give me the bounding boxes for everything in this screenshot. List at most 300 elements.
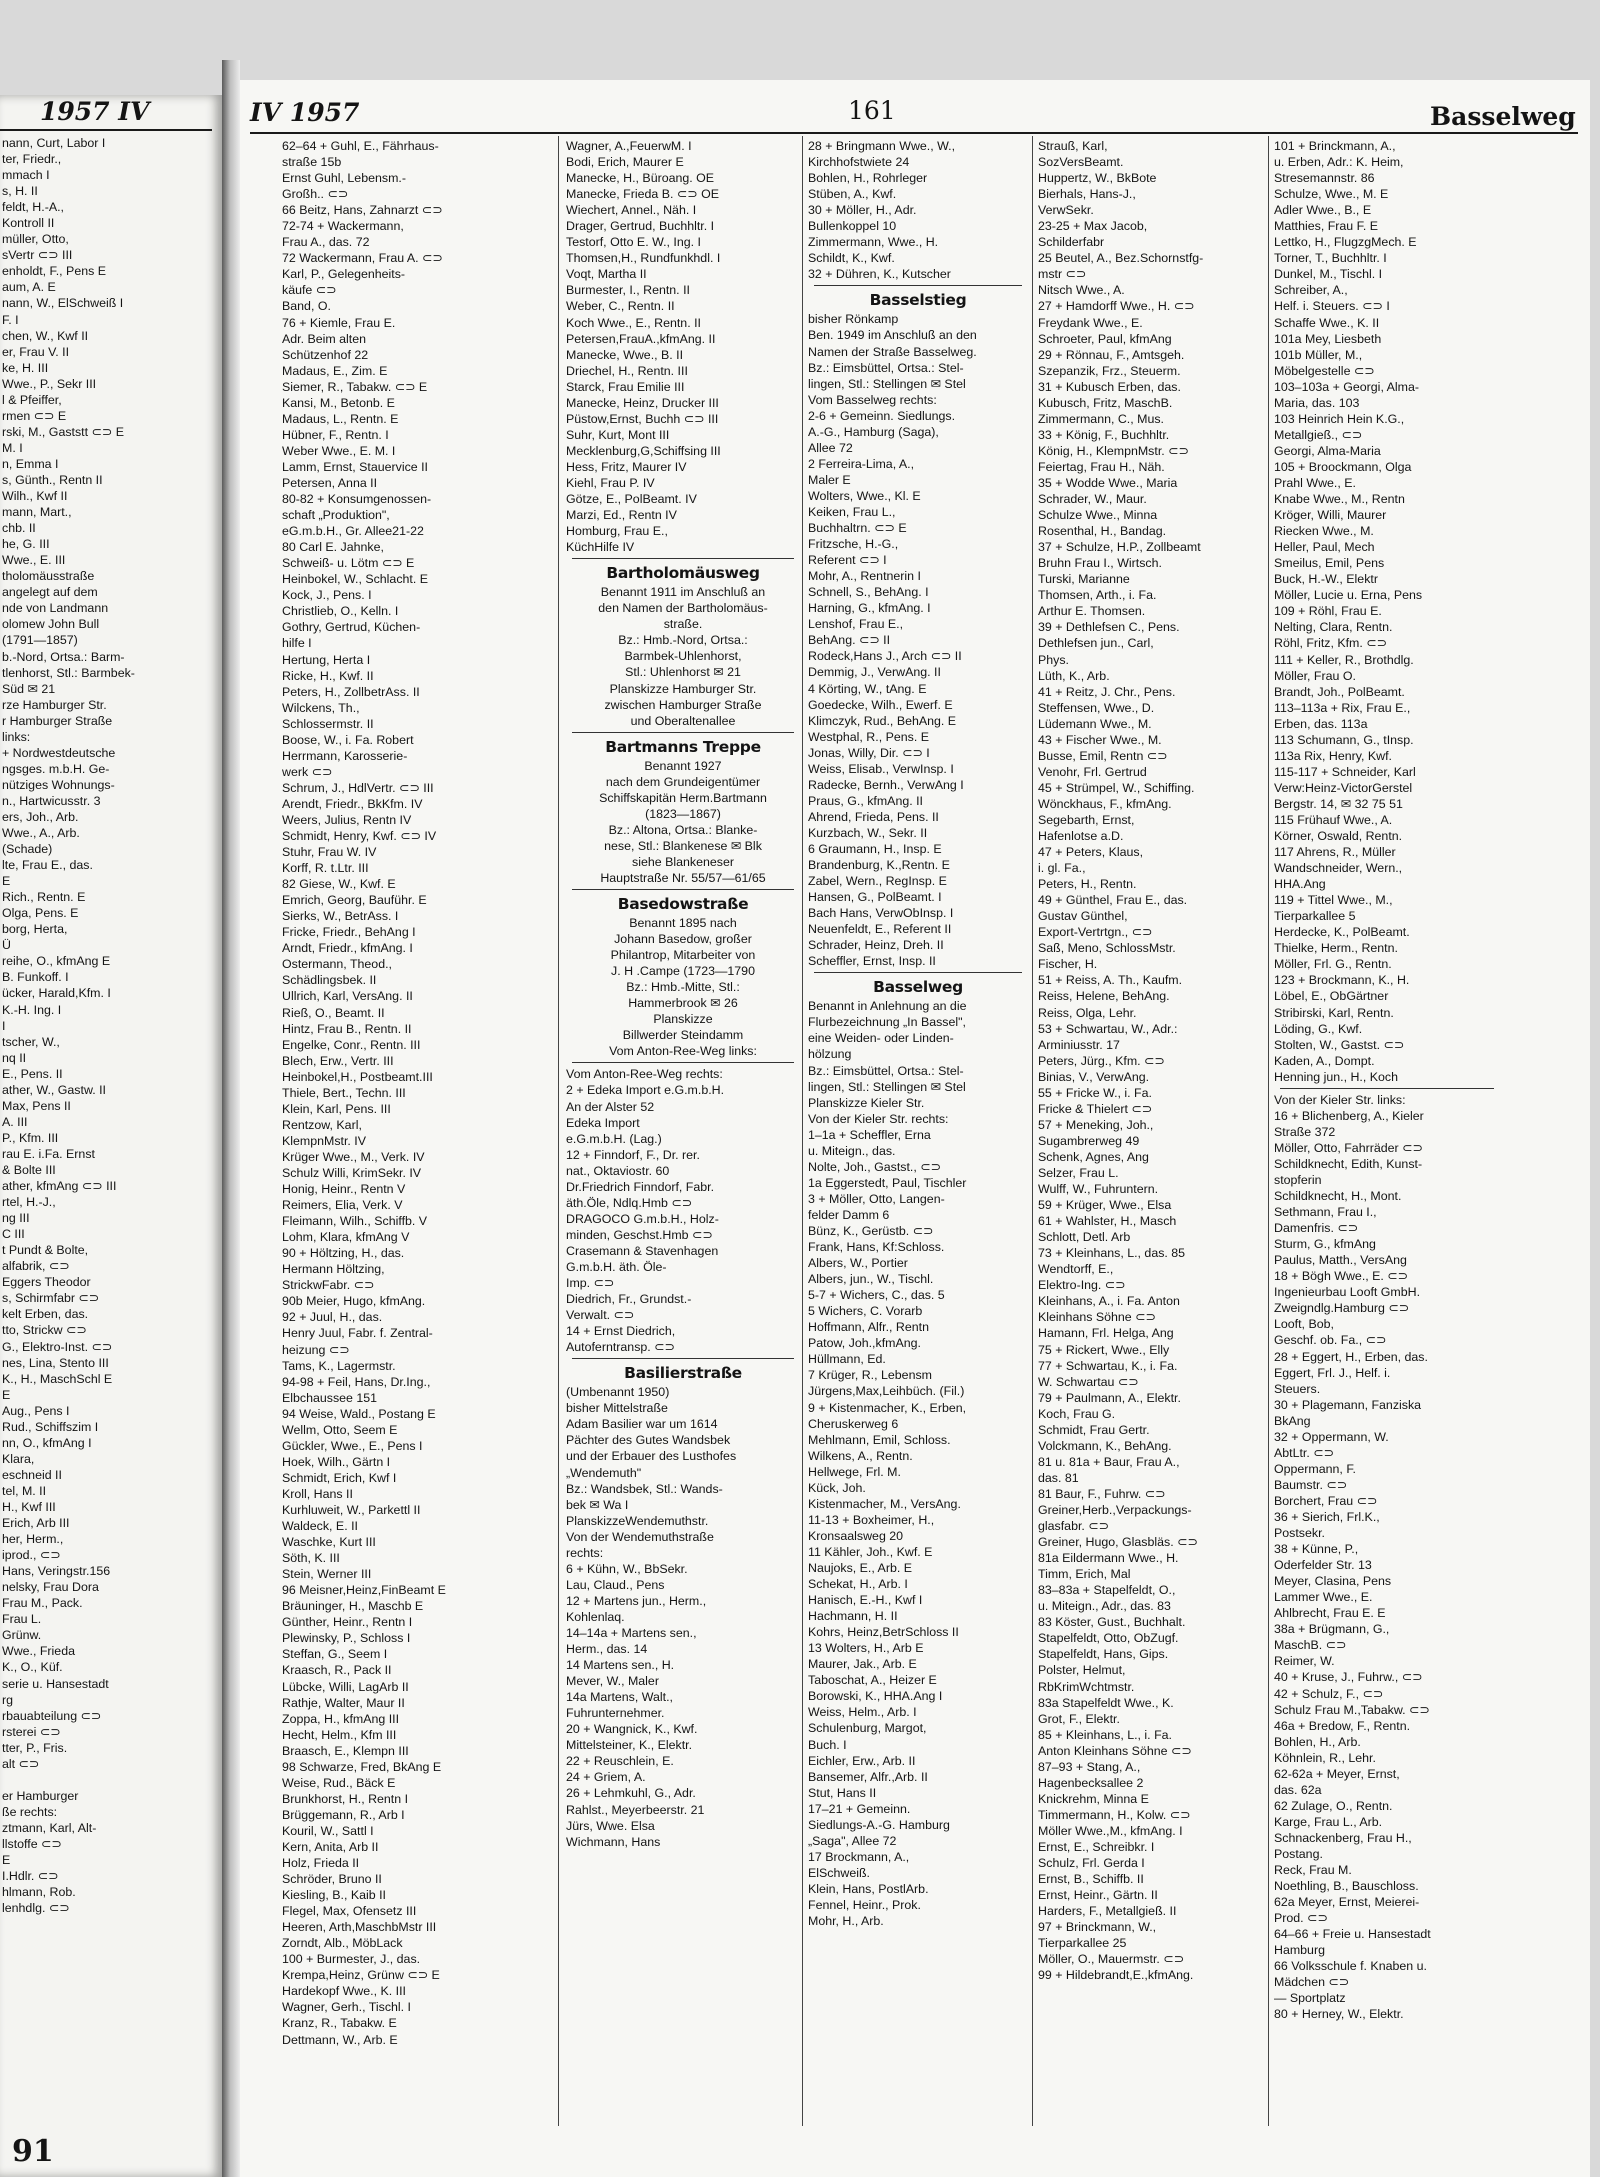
directory-line: und der Erbauer des Lusthofes	[566, 1449, 737, 1464]
directory-line: 80 Carl E. Jahnke,	[282, 540, 384, 555]
directory-line: 31 + Kubusch Erben, das.	[1038, 379, 1181, 394]
directory-line: Arendt, Friedr., BkKfm. IV	[282, 796, 423, 811]
directory-line: Arthur E. Thomsen.	[1038, 604, 1146, 619]
directory-line: Schildknecht, Edith, Kunst-	[1274, 1156, 1423, 1171]
directory-line: Kansi, M., Betonb. E	[282, 395, 395, 410]
directory-line: iprod., ⊂⊃	[2, 1548, 61, 1563]
directory-line: 59 + Krüger, Wwe., Elsa	[1038, 1198, 1172, 1213]
directory-line: König, H., KlempnMstr. ⊂⊃	[1038, 443, 1189, 458]
directory-line: Brunkhorst, H., Rentn I	[282, 1791, 409, 1806]
page-number: 91	[12, 2134, 54, 2169]
directory-line: (1791—1857)	[2, 633, 78, 648]
directory-line: Mehlmann, Emil, Schloss.	[808, 1432, 951, 1447]
directory-line: Wwe., A., Arb.	[2, 826, 80, 841]
directory-line: ke, H. III	[2, 360, 49, 375]
directory-line: Reimers, Elia, Verk. V	[282, 1198, 403, 1213]
directory-line: Ricke, H., Kwf. II	[282, 668, 374, 683]
directory-line: Hagenbecksallee 2	[1038, 1775, 1144, 1790]
directory-line: Kurhluweit, W., Parkettl II	[282, 1502, 421, 1517]
directory-line: Bansemer, Alfr.,Arb. II	[808, 1769, 928, 1784]
directory-line: Albers, jun., W., Tischl.	[808, 1272, 934, 1287]
directory-line: ztmann, Karl, Alt-	[2, 1820, 97, 1835]
directory-line: 101 + Brinckmann, A.,	[1274, 139, 1396, 153]
directory-line: Lenshof, Frau E.,	[808, 617, 904, 632]
directory-line: Homburg, Frau E.,	[566, 524, 668, 539]
directory-line: Schützenhof 22	[282, 347, 369, 362]
directory-line: Koch, Frau G.	[1038, 1406, 1116, 1421]
directory-line: 72-74 + Wackermann,	[282, 219, 404, 234]
directory-line: Schulz, Frl. Gerda I	[1038, 1856, 1145, 1871]
directory-line: An der Alster 52	[566, 1099, 655, 1114]
directory-line: Goedecke, Wilh., Ewerf. E	[808, 697, 953, 712]
directory-line: tholomäusstraße	[2, 569, 95, 584]
directory-line: Demmig, J., VerwAng. II	[808, 665, 941, 680]
directory-line: Greiner, Hugo, Glasbläs. ⊂⊃	[1038, 1535, 1198, 1550]
directory-line: Rich., Rentn. E	[2, 890, 86, 905]
directory-line: Drager, Gertrud, Buchhltr. I	[566, 219, 715, 234]
directory-line: olomew John Bull	[2, 617, 100, 632]
directory-line: 113a Rix, Henry, Kwf.	[1274, 748, 1392, 763]
directory-line: bek ✉ Wa I	[566, 1497, 629, 1512]
directory-line: Eggert, Frl. J., Helf. i.	[1274, 1365, 1391, 1380]
directory-line: Olga, Pens. E	[2, 906, 79, 921]
directory-line: Geschf. ob. Fa., ⊂⊃	[1274, 1333, 1387, 1348]
column-1	[282, 138, 554, 2163]
directory-line: Wwe., P., Sekr III	[2, 376, 97, 391]
directory-line: Saß, Meno, SchlossMstr.	[1038, 941, 1176, 956]
directory-line: Manecke, Frieda B. ⊂⊃ OE	[566, 187, 719, 202]
directory-line: Weber Wwe., E. M. I	[282, 443, 396, 458]
directory-line: Stapelfeldt, Hans, Gips.	[1038, 1647, 1169, 1662]
directory-line: 33 + König, F., Buchhltr.	[1038, 427, 1170, 442]
directory-line: K., H., MaschSchl E	[2, 1371, 113, 1386]
directory-line: äth.Öle, Ndlq.Hmb ⊂⊃	[566, 1195, 693, 1210]
directory-line: Hansen, G., PolBeamt. I	[808, 890, 942, 905]
directory-line: Schilderfabr	[1038, 235, 1105, 250]
directory-line: 113–113a + Rix, Frau E.,	[1274, 700, 1411, 715]
directory-line: K., O., Küf.	[2, 1660, 63, 1675]
directory-line: Schreiber, A.,	[1274, 283, 1348, 298]
directory-line: Ahlbrecht, Frau E. E	[1274, 1606, 1386, 1621]
directory-line: Steffensen, Wwe., D.	[1038, 700, 1155, 715]
directory-line: Smeilus, Emil, Pens	[1274, 556, 1385, 571]
directory-line: 81 Baur, F., Fuhrw. ⊂⊃	[1038, 1486, 1166, 1501]
directory-line: Reimer, W.	[1274, 1654, 1335, 1669]
directory-line: Billwerder Steindamm	[622, 1028, 744, 1043]
directory-line: Baumstr. ⊂⊃	[1274, 1477, 1348, 1492]
directory-line: Manecke, H., Büroang. OE	[566, 171, 715, 186]
directory-line: lingen, Stl.: Stellingen ✉ Stel	[808, 376, 966, 391]
directory-line: Kaden, A., Dompt.	[1274, 1053, 1375, 1068]
directory-line: Wwe., Frieda	[2, 1644, 75, 1659]
directory-line: 39 + Dethlefsen C., Pens.	[1038, 620, 1180, 635]
directory-line: Stuhr, Frau W. IV	[282, 845, 377, 860]
directory-line: P., Kfm. III	[2, 1130, 59, 1145]
directory-line: 43 + Fischer Wwe., M.	[1038, 732, 1162, 747]
directory-line: Blech, Erw., Vertr. III	[282, 1053, 394, 1068]
directory-line: 24 + Griem, A.	[566, 1770, 646, 1785]
directory-line: Karl, P., Gelegenheits-	[282, 267, 406, 282]
directory-line: hlmann, Rob.	[2, 1885, 76, 1900]
directory-line: 12 + Martens jun., Herm.,	[566, 1593, 707, 1608]
directory-line: Jonas, Willy, Dir. ⊂⊃ I	[808, 745, 930, 760]
directory-line: Turski, Marianne	[1038, 572, 1130, 587]
directory-line: Kronsaalsweg 20	[808, 1528, 904, 1543]
directory-line: Heeren, Arth,MaschbMstr III	[282, 1920, 437, 1935]
directory-line: Driechel, H., Rentn. III	[566, 363, 688, 378]
directory-line: Zweigndlg.Hamburg ⊂⊃	[1274, 1301, 1410, 1316]
directory-line: Keiken, Frau L.,	[808, 504, 896, 519]
directory-line: PlanskizzeWendemuthstr.	[566, 1513, 709, 1528]
directory-line: 51 + Reiss, A. Th., Kaufm.	[1038, 973, 1183, 988]
directory-line: Rentzow, Karl,	[282, 1117, 362, 1132]
directory-line: nann, W., ElSchweiß I	[2, 296, 124, 311]
directory-line: das. 81	[1038, 1470, 1079, 1485]
section-title-bartmanns-treppe: Bartmanns Treppe	[605, 737, 761, 756]
directory-line: Wulff, W., Fuhruntern.	[1038, 1182, 1159, 1197]
directory-line: & Bolte III	[2, 1163, 56, 1177]
directory-line: Ernst, E., Schreibkr. I	[1038, 1839, 1155, 1854]
directory-line: nat., Oktaviostr. 60	[566, 1163, 670, 1178]
directory-line: Knabe Wwe., M., Rentn	[1274, 492, 1405, 507]
directory-line: Rahlst., Meyerbeerstr. 21	[566, 1802, 705, 1817]
directory-line: Sugambrerweg 49	[1038, 1133, 1140, 1148]
column-5	[1274, 138, 1500, 2163]
directory-line: 29 + Rönnau, F., Amtsgeh.	[1038, 347, 1185, 362]
directory-line: Herdecke, K., PolBeamt.	[1274, 925, 1410, 940]
directory-line: nach dem Grundeigentümer	[605, 774, 761, 789]
right-page	[240, 80, 1590, 2177]
directory-line: Kröger, Willi, Maurer	[1274, 508, 1387, 523]
directory-line: Binias, V., VerwAng.	[1038, 1069, 1150, 1084]
section-title-basilierstrasse: Basilierstraße	[624, 1364, 742, 1383]
directory-line: Mädchen ⊂⊃	[1274, 1975, 1350, 1990]
directory-line: Bach Hans, VerwObInsp. I	[808, 906, 954, 921]
directory-line: Matthies, Frau F. E	[1274, 219, 1378, 234]
directory-line: n., Hartwicusstr. 3	[2, 793, 101, 808]
directory-line: Kern, Anita, Arb II	[282, 1839, 379, 1854]
directory-line: (Schade)	[2, 842, 53, 857]
directory-line: Maler E	[808, 472, 851, 487]
directory-line: Braasch, E., Klempn III	[282, 1743, 409, 1758]
section-separator	[572, 1358, 794, 1359]
directory-line: 53 + Schwartau, W., Adr.:	[1038, 1021, 1178, 1036]
directory-line: Waldeck, E. II	[282, 1519, 358, 1534]
directory-line: „Saga", Allee 72	[808, 1833, 897, 1848]
directory-line: Sierks, W., BetrAss. I	[282, 909, 399, 924]
directory-line: 79 + Paulmann, A., Elektr.	[1038, 1390, 1181, 1405]
directory-line: Klara,	[2, 1451, 35, 1466]
directory-line: Benannt 1911 im Anschluß an	[600, 585, 766, 600]
directory-line: Cheruskerweg 6	[808, 1416, 899, 1431]
directory-line: lte, Frau E., das.	[2, 858, 93, 873]
directory-line: Fritzsche, H.-G.,	[808, 537, 899, 552]
directory-line: Möller Wwe.,M., kfmAng. I	[1038, 1823, 1183, 1838]
directory-line: er Hamburger	[2, 1788, 79, 1803]
directory-line: Oderfelder Str. 13	[1274, 1558, 1372, 1573]
directory-line: 27 + Hamdorff Wwe., H. ⊂⊃	[1038, 299, 1195, 314]
directory-line: Fuhrunternehmer.	[566, 1706, 665, 1721]
section-body-bartmanns-treppe	[566, 758, 800, 886]
column-5-entries	[1274, 138, 1500, 1085]
directory-line: 30 + Plagemann, Fanziska	[1274, 1397, 1422, 1412]
directory-line: 6 + Kühn, W., BbSekr.	[566, 1561, 688, 1576]
directory-line: Peters, H., Rentn.	[1038, 877, 1137, 892]
column-rule-2	[802, 136, 803, 2126]
directory-line: Wilckens, Th.,	[282, 700, 360, 715]
directory-line: Stresemannstr. 86	[1274, 171, 1375, 186]
directory-line: alfabrik, ⊂⊃	[2, 1259, 70, 1274]
directory-line: stopferin	[1274, 1173, 1322, 1187]
directory-line: b.-Nord, Ortsa.: Barm-	[2, 649, 125, 664]
directory-line: Hans, Veringstr.156	[2, 1564, 111, 1579]
directory-line: Postang.	[1274, 1846, 1323, 1861]
directory-line: Bz.: Hmb.-Mitte, Stl.:	[626, 980, 740, 995]
directory-line: Zorndt, Alb., MöbLack	[282, 1936, 403, 1951]
directory-line: A.-G., Hamburg (Saga),	[808, 424, 939, 439]
directory-line: Flegel, Max, Ofensetz III	[282, 1904, 417, 1919]
directory-line: 82 Giese, W., Kwf. E	[282, 877, 396, 892]
directory-line: Schulz Frau M.,Tabakw. ⊂⊃	[1274, 1702, 1430, 1717]
directory-line: 3 + Möller, Otto, Langen-	[808, 1191, 945, 1206]
directory-line: das. 62a	[1274, 1782, 1322, 1797]
directory-line: MaschB. ⊂⊃	[1274, 1638, 1347, 1653]
directory-line: Karge, Frau L., Arb.	[1274, 1814, 1383, 1829]
directory-line: Jürgens,Max,Leihbüch. (Fil.)	[808, 1384, 965, 1399]
directory-line: Segebarth, Ernst,	[1038, 812, 1135, 827]
directory-line: Kubusch, Fritz, MaschB.	[1038, 395, 1173, 410]
directory-line: Eggers Theodor	[2, 1275, 91, 1290]
directory-line: Straße 372	[1274, 1124, 1336, 1139]
directory-line: 2 + Edeka Import e.G.m.b.H.	[566, 1083, 725, 1098]
directory-line: ng III	[2, 1211, 30, 1226]
directory-line: e.G.m.b.H. (Lag.)	[566, 1131, 662, 1146]
directory-line: Zoppa, H., kfmAng III	[282, 1711, 400, 1726]
directory-line: (Umbenannt 1950)	[566, 1385, 670, 1400]
directory-line: 64–66 + Freie u. Hansestadt	[1274, 1927, 1431, 1942]
directory-line: Mittelsteiner, K., Elektr.	[566, 1738, 693, 1753]
directory-line: 23-25 + Max Jacob,	[1038, 219, 1148, 234]
directory-line: 28 + Eggert, H., Erben, das.	[1274, 1349, 1428, 1364]
directory-line: 75 + Rickert, Wwe., Elly	[1038, 1342, 1170, 1357]
directory-line: Süd ✉ 21	[2, 681, 56, 696]
directory-line: 1a Eggerstedt, Paul, Tischler	[808, 1175, 967, 1190]
directory-line: Kurzbach, W., Sekr. II	[808, 825, 928, 840]
directory-line: eG.m.b.H., Gr. Allee21-22	[282, 524, 424, 539]
directory-line: Polster, Helmut,	[1038, 1663, 1126, 1678]
directory-line: lenhdlg. ⊂⊃	[2, 1901, 70, 1916]
directory-line: Peters, H., ZollbetrAss. II	[282, 684, 420, 699]
section-title-basedowstrasse: Basedowstraße	[617, 895, 749, 914]
column-3	[808, 138, 1028, 2163]
directory-line: Bräuninger, H., Maschb E	[282, 1599, 424, 1614]
directory-line: ücker, Harald,Kfm. I	[2, 986, 111, 1001]
directory-line: zwischen Hamburger Straße	[604, 697, 762, 712]
directory-line: Riecken Wwe., M.	[1274, 524, 1374, 539]
directory-line: Vom Anton-Ree-Weg rechts:	[566, 1067, 723, 1082]
header-street-range: Basselweg	[1430, 102, 1576, 131]
directory-line: W. Schwartau ⊂⊃	[1038, 1374, 1139, 1389]
directory-line: Ahrend, Frieda, Pens. II	[808, 809, 939, 824]
directory-line: nq II	[2, 1050, 27, 1065]
directory-line: 92 + Juul, H., das.	[282, 1310, 383, 1325]
directory-line: serie u. Hansestadt	[2, 1676, 109, 1691]
directory-line: Schröder, Bruno II	[282, 1872, 382, 1887]
directory-line: nes, Lina, Stento III	[2, 1355, 109, 1370]
directory-line: 94-98 + Feil, Hans, Dr.Ing.,	[282, 1374, 431, 1389]
directory-line: Ostermann, Theod.,	[282, 957, 392, 972]
directory-line: (1823—1867)	[645, 806, 721, 821]
directory-line: Lüth, K., Arb.	[1038, 668, 1110, 683]
directory-line: Thomsen, Arth., i. Fa.	[1038, 588, 1157, 603]
directory-line: M. I	[2, 440, 23, 455]
directory-line: Kirchhofstwiete 24	[808, 155, 910, 170]
directory-line: Mohr, A., Rentnerin I	[808, 569, 921, 584]
section-separator	[572, 889, 794, 890]
directory-line: Autoferntransp. ⊂⊃	[566, 1340, 675, 1355]
directory-line: Wagner, A.,FeuerwM. I	[566, 139, 692, 153]
directory-line: Volckmann, K., BehAng.	[1038, 1438, 1172, 1453]
directory-line: straße 15b	[282, 155, 342, 170]
directory-line: 81 u. 81a + Baur, Frau A.,	[1038, 1454, 1180, 1469]
directory-line: Knickrehm, Minna E	[1038, 1791, 1149, 1806]
directory-line: Frau A., das. 72	[282, 235, 370, 250]
directory-line: Wichmann, Hans	[566, 1834, 661, 1849]
directory-line: Anton Kleinhans Söhne ⊂⊃	[1038, 1743, 1192, 1758]
directory-line: t Pundt & Bolte,	[2, 1243, 89, 1258]
directory-line: Lohm, Klara, kfmAng V	[282, 1230, 410, 1245]
directory-line: Buch. I	[808, 1737, 847, 1752]
directory-line: 14a Martens, Walt.,	[566, 1690, 673, 1705]
directory-line: Klimczyk, Rud., BehAng. E	[808, 713, 957, 728]
section-body-basedowstrasse	[566, 915, 800, 1059]
directory-line: Rosenthal, H., Bandag.	[1038, 524, 1167, 539]
directory-line: schaft „Produktion",	[282, 508, 390, 523]
directory-line: Krüger Wwe., M., Verk. IV	[282, 1149, 425, 1164]
directory-line: Honig, Heinr., Rentn V	[282, 1182, 406, 1197]
directory-line: DRAGOCO G.m.b.H., Holz-	[566, 1211, 719, 1226]
directory-line: Verwalt. ⊂⊃	[566, 1308, 635, 1323]
directory-line: 115-117 + Schneider, Karl	[1274, 764, 1416, 779]
directory-line: Rieß, O., Beamt. II	[282, 1005, 385, 1020]
directory-line: Gustav Günthel,	[1038, 909, 1128, 924]
directory-line: Stut, Hans II	[808, 1785, 877, 1800]
directory-line: nütziges Wohnungs-	[2, 777, 115, 792]
directory-line: Schädlingsbek. II	[282, 973, 377, 988]
directory-line: Grünw.	[2, 1628, 42, 1643]
directory-line: Wiechert, Annel., Näh. I	[566, 203, 697, 218]
directory-line: tlenhorst, Stl.: Barmbek-	[2, 665, 135, 680]
directory-line: Stribirski, Karl, Rentn.	[1274, 1005, 1394, 1020]
directory-line: Buck, H.-W., Elektr	[1274, 572, 1378, 587]
directory-line: Bierhals, Hans-J.,	[1038, 187, 1136, 202]
directory-line: 76 + Kiemle, Frau E.	[282, 315, 396, 330]
directory-line: nese, Stl.: Blankenese ✉ Blk	[604, 838, 762, 853]
directory-line: 13 Wolters, H., Arb E	[808, 1641, 924, 1656]
directory-line: Thomsen,H., Rundfunkhdl. I	[566, 251, 721, 266]
directory-line: Maria, das. 103	[1274, 395, 1360, 410]
directory-line: mmach I	[2, 168, 50, 183]
directory-line: 11-13 + Boxheimer, H.,	[808, 1512, 935, 1527]
directory-line: Bohlen, H., Arb.	[1274, 1734, 1361, 1749]
directory-line: 57 + Meneking, Joh.,	[1038, 1117, 1154, 1132]
directory-line: Wilh., Kwf II	[2, 489, 68, 504]
directory-line: AbtLtr. ⊂⊃	[1274, 1445, 1335, 1460]
directory-line: Verw:Heinz-VictorGerstel	[1274, 780, 1413, 795]
directory-line: 62-62a + Meyer, Ernst,	[1274, 1766, 1400, 1781]
directory-line: 17–21 + Gemeinn.	[808, 1801, 911, 1816]
directory-line: Möller, Frl. G., Rentn.	[1274, 957, 1392, 972]
directory-line: Hoffmann, Alfr., Rentn	[808, 1320, 929, 1335]
directory-line: Adr. Beim alten	[282, 331, 367, 346]
section-title-bartholomaeusweg: Bartholomäusweg	[606, 564, 760, 583]
directory-line: Hintz, Frau B., Rentn. II	[282, 1021, 412, 1036]
directory-line: F. I	[2, 312, 19, 327]
directory-line: Klein, Karl, Pens. III	[282, 1101, 391, 1116]
directory-line: Thielke, Herm., Rentn.	[1274, 941, 1398, 956]
directory-line: Möbelgestelle ⊂⊃	[1274, 363, 1375, 378]
directory-line: Strauß, Karl,	[1038, 139, 1108, 153]
directory-line: Helf. i. Steuers. ⊂⊃ I	[1274, 299, 1390, 314]
directory-line: E	[2, 1852, 11, 1867]
directory-line: 99 + Hildebrandt,E.,kfmAng.	[1038, 1968, 1194, 1983]
directory-line: Emrich, Georg, Bauführ. E	[282, 893, 427, 908]
directory-line: 73 + Kleinhans, L., das. 85	[1038, 1246, 1186, 1261]
directory-line: rmen ⊂⊃ E	[2, 408, 67, 423]
directory-line: den Namen der Bartholomäus-	[598, 601, 768, 616]
directory-line: Schildt, K., Kwf.	[808, 251, 895, 266]
directory-line: 14 Martens sen., H.	[566, 1658, 675, 1673]
directory-line: Frank, Hans, Kf:Schloss.	[808, 1240, 945, 1255]
directory-line: Benannt in Anlehnung an die	[808, 999, 967, 1014]
directory-line: 38 + Künne, P.,	[1274, 1542, 1359, 1557]
directory-line: Fischer, H.	[1038, 957, 1098, 972]
section-separator	[572, 558, 794, 559]
directory-line: reihe, O., kfmAng E	[2, 954, 111, 969]
directory-line: Manecke, Wwe., B. II	[566, 347, 684, 362]
directory-line: Schildknecht, H., Mont.	[1274, 1189, 1402, 1204]
directory-line: Dunkel, M., Tischl. I	[1274, 267, 1383, 282]
directory-line: StrickwFabr. ⊂⊃	[282, 1278, 375, 1293]
directory-line: Schnackenberg, Frau H.,	[1274, 1830, 1412, 1845]
directory-line: Adler Wwe., B., E	[1274, 203, 1372, 218]
directory-line: Reck, Frau M.	[1274, 1863, 1352, 1878]
directory-line: Imp. ⊂⊃	[566, 1276, 615, 1291]
directory-line: Steffan, G., Seem I	[282, 1647, 388, 1662]
directory-line: Ü	[2, 938, 11, 953]
directory-line: Petersen, Anna II	[282, 475, 378, 490]
directory-line: u. Miteign., das.	[808, 1143, 896, 1158]
directory-line: Steuers.	[1274, 1381, 1321, 1396]
directory-line: Korff, R. t.Ltr. III	[282, 861, 369, 876]
directory-line: Dr.Friedrich Finndorf, Fabr.	[566, 1179, 715, 1194]
directory-line: Hermann Höltzing,	[282, 1262, 385, 1277]
directory-line: 7 Krüger, R., Lebensm	[808, 1368, 932, 1383]
directory-line: 35 + Wodde Wwe., Maria	[1038, 475, 1178, 490]
directory-line: hilfe I	[282, 636, 312, 651]
directory-line: Szepanzik, Frz., Steuerm.	[1038, 363, 1181, 378]
directory-line: 87–93 + Stang, A.,	[1038, 1759, 1141, 1774]
left-header-rule	[0, 129, 212, 131]
directory-line: Harders, F., Metallgieß. II	[1038, 1904, 1177, 1919]
directory-line: Bruhn Frau I., Wirtsch.	[1038, 556, 1162, 571]
directory-line: Barmbek-Uhlenhorst,	[624, 649, 742, 664]
left-page	[0, 95, 222, 2177]
section-body-basilierstrasse	[566, 1384, 800, 1849]
directory-line: 80 + Herney, W., Elektr.	[1274, 2007, 1404, 2022]
directory-line: Export-Vertrtgn., ⊂⊃	[1038, 925, 1153, 940]
directory-line: borg, Herta,	[2, 922, 68, 937]
